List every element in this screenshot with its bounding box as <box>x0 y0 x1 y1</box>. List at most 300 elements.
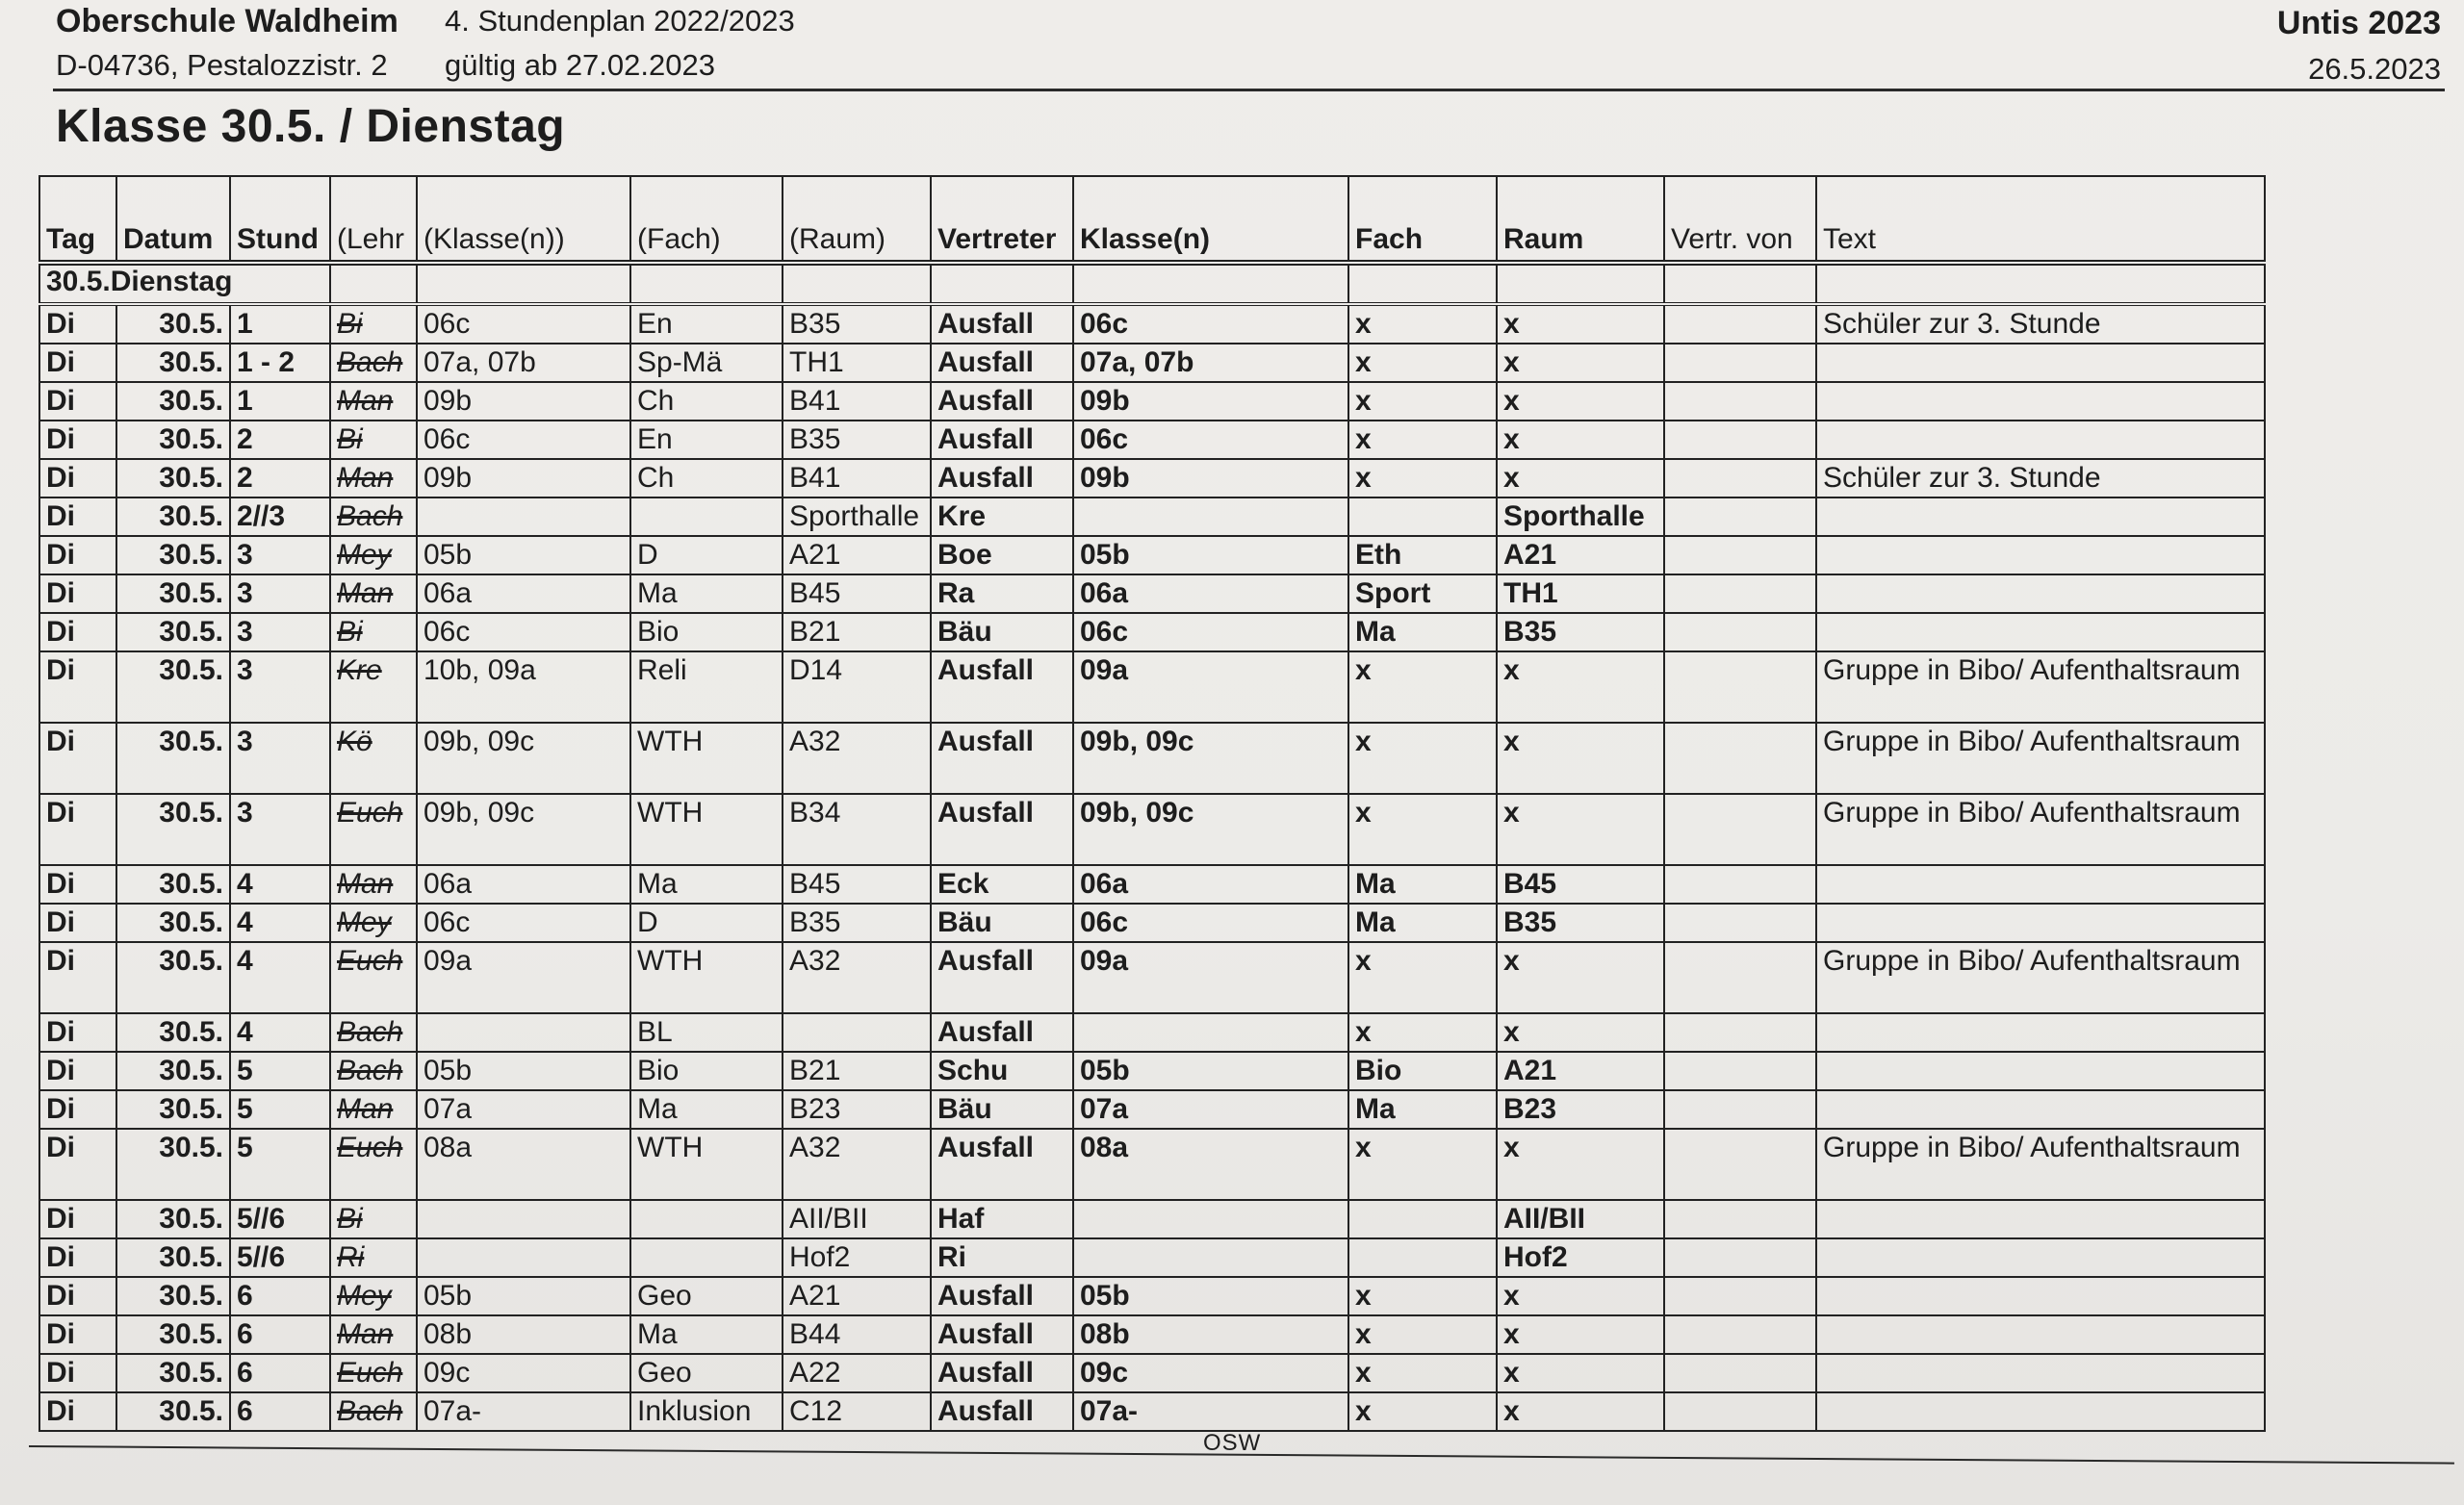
cell-klasse-alt: 07a- <box>417 1392 630 1431</box>
cell-text <box>1816 1090 2265 1129</box>
cell-vertr-von <box>1664 497 1816 536</box>
cell-fach-alt: Bio <box>630 1052 783 1090</box>
table-row <box>39 904 2265 942</box>
table-row <box>39 651 2265 723</box>
cell-fach: Eth <box>1348 536 1497 574</box>
cell-datum: 30.5. <box>116 613 230 651</box>
cell-lehrer: Man <box>330 1315 417 1354</box>
cell-lehrer: Euch <box>330 942 417 1013</box>
cell-raum: x <box>1497 1013 1664 1052</box>
col-header-lehrer: (Lehr <box>330 176 417 263</box>
cell-fach-alt: WTH <box>630 794 783 865</box>
cell-klasse-alt <box>417 1200 630 1238</box>
cell-vertr-von <box>1664 1013 1816 1052</box>
cell-raum-alt: B45 <box>783 574 931 613</box>
col-header-datum: Datum <box>116 176 230 263</box>
col-header-vertreter: Vertreter <box>931 176 1073 263</box>
cell-tag: Di <box>39 1090 116 1129</box>
cell-text <box>1816 1315 2265 1354</box>
cell-fach-alt: Ma <box>630 865 783 904</box>
footer-code: OSW <box>1203 1430 1262 1456</box>
cell-stunde: 3 <box>230 574 330 613</box>
cell-vertreter: Ausfall <box>931 459 1073 497</box>
cell-klasse-alt: 09b <box>417 382 630 421</box>
table-row <box>39 1129 2265 1200</box>
cell-stunde: 4 <box>230 942 330 1013</box>
cell-vertr-von <box>1664 651 1816 723</box>
cell-text: Gruppe in Bibo/ Aufenthaltsraum <box>1816 942 2265 1013</box>
col-header-vertr-von: Vertr. von <box>1664 176 1816 263</box>
cell-vertreter: Ausfall <box>931 1392 1073 1431</box>
cell-tag: Di <box>39 574 116 613</box>
cell-klasse: 06c <box>1073 613 1348 651</box>
cell-text <box>1816 497 2265 536</box>
cell-datum: 30.5. <box>116 794 230 865</box>
cell-fach-alt: Reli <box>630 651 783 723</box>
cell-vertreter: Bäu <box>931 613 1073 651</box>
cell-klasse: 07a <box>1073 1090 1348 1129</box>
cell-fach-alt: Sp-Mä <box>630 344 783 382</box>
table-row <box>39 1052 2265 1090</box>
cell-raum-alt: D14 <box>783 651 931 723</box>
table-row <box>39 1277 2265 1315</box>
cell-raum: B23 <box>1497 1090 1664 1129</box>
cell-klasse: 09b, 09c <box>1073 794 1348 865</box>
cell-klasse: 08b <box>1073 1315 1348 1354</box>
cell-raum-alt: TH1 <box>783 344 931 382</box>
cell-raum-alt: A22 <box>783 1354 931 1392</box>
cell-datum: 30.5. <box>116 421 230 459</box>
table-row <box>39 1392 2265 1431</box>
cell-raum: A21 <box>1497 536 1664 574</box>
cell-vertreter: Bäu <box>931 904 1073 942</box>
cell-raum: x <box>1497 723 1664 794</box>
cell-raum-alt: B41 <box>783 382 931 421</box>
cell-datum: 30.5. <box>116 382 230 421</box>
col-header-fach: Fach <box>1348 176 1497 263</box>
cell-lehrer: Kre <box>330 651 417 723</box>
cell-fach-alt: Ch <box>630 459 783 497</box>
cell-tag: Di <box>39 865 116 904</box>
cell-datum: 30.5. <box>116 865 230 904</box>
group-cell <box>1073 263 1348 304</box>
cell-stunde: 3 <box>230 794 330 865</box>
cell-stunde: 6 <box>230 1354 330 1392</box>
cell-vertr-von <box>1664 1392 1816 1431</box>
cell-vertreter: Ausfall <box>931 344 1073 382</box>
cell-fach-alt: D <box>630 904 783 942</box>
cell-raum: x <box>1497 1277 1664 1315</box>
cell-stunde: 5//6 <box>230 1200 330 1238</box>
cell-klasse-alt: 09b, 09c <box>417 723 630 794</box>
cell-text <box>1816 574 2265 613</box>
cell-raum: x <box>1497 794 1664 865</box>
cell-tag: Di <box>39 1315 116 1354</box>
day-group-label: 30.5.Dienstag <box>39 263 330 304</box>
cell-vertreter: Ri <box>931 1238 1073 1277</box>
cell-text <box>1816 1013 2265 1052</box>
table-row <box>39 421 2265 459</box>
cell-tag: Di <box>39 794 116 865</box>
cell-text <box>1816 536 2265 574</box>
cell-raum-alt: B21 <box>783 1052 931 1090</box>
cell-datum: 30.5. <box>116 1315 230 1354</box>
cell-fach <box>1348 497 1497 536</box>
cell-stunde: 4 <box>230 1013 330 1052</box>
cell-vertr-von <box>1664 574 1816 613</box>
cell-fach: x <box>1348 1354 1497 1392</box>
cell-lehrer: Mey <box>330 904 417 942</box>
cell-fach: x <box>1348 651 1497 723</box>
cell-raum: x <box>1497 1392 1664 1431</box>
cell-tag: Di <box>39 459 116 497</box>
cell-lehrer: Man <box>330 459 417 497</box>
cell-raum: Sporthalle <box>1497 497 1664 536</box>
cell-tag: Di <box>39 304 116 344</box>
cell-lehrer: Bi <box>330 1200 417 1238</box>
cell-fach-alt: Ma <box>630 1090 783 1129</box>
cell-tag: Di <box>39 536 116 574</box>
cell-tag: Di <box>39 723 116 794</box>
cell-stunde: 5 <box>230 1052 330 1090</box>
table-row <box>39 497 2265 536</box>
cell-klasse-alt <box>417 497 630 536</box>
cell-vertreter: Ausfall <box>931 1354 1073 1392</box>
cell-fach: x <box>1348 382 1497 421</box>
cell-fach-alt: WTH <box>630 1129 783 1200</box>
cell-klasse <box>1073 1238 1348 1277</box>
cell-vertreter: Ra <box>931 574 1073 613</box>
cell-vertr-von <box>1664 421 1816 459</box>
cell-tag: Di <box>39 1277 116 1315</box>
cell-lehrer: Bi <box>330 613 417 651</box>
cell-vertr-von <box>1664 613 1816 651</box>
software-brand: Untis 2023 <box>2276 5 2441 41</box>
cell-text <box>1816 1277 2265 1315</box>
cell-text: Schüler zur 3. Stunde <box>1816 459 2265 497</box>
table-row <box>39 1200 2265 1238</box>
cell-klasse <box>1073 1013 1348 1052</box>
col-header-klasse-alt: (Klasse(n)) <box>417 176 630 263</box>
cell-text: Gruppe in Bibo/ Aufenthaltsraum <box>1816 794 2265 865</box>
cell-vertreter: Ausfall <box>931 794 1073 865</box>
cell-raum: TH1 <box>1497 574 1664 613</box>
cell-text <box>1816 1354 2265 1392</box>
table-header-row <box>39 176 2265 263</box>
cell-vertr-von <box>1664 1052 1816 1090</box>
cell-stunde: 6 <box>230 1392 330 1431</box>
cell-raum-alt: B45 <box>783 865 931 904</box>
substitution-table <box>38 175 2266 1432</box>
cell-vertreter: Bäu <box>931 1090 1073 1129</box>
cell-klasse <box>1073 497 1348 536</box>
cell-raum: x <box>1497 942 1664 1013</box>
cell-fach-alt: Geo <box>630 1354 783 1392</box>
cell-raum: x <box>1497 1354 1664 1392</box>
cell-tag: Di <box>39 904 116 942</box>
cell-raum-alt: B35 <box>783 904 931 942</box>
cell-klasse-alt: 07a, 07b <box>417 344 630 382</box>
col-header-tag: Tag <box>39 176 116 263</box>
cell-klasse: 09b <box>1073 459 1348 497</box>
cell-vertreter: Eck <box>931 865 1073 904</box>
cell-raum-alt: A32 <box>783 942 931 1013</box>
cell-raum-alt: A21 <box>783 536 931 574</box>
cell-lehrer: Euch <box>330 1129 417 1200</box>
cell-datum: 30.5. <box>116 536 230 574</box>
table-row <box>39 382 2265 421</box>
cell-fach: Sport <box>1348 574 1497 613</box>
cell-text <box>1816 865 2265 904</box>
page-title: Klasse 30.5. / Dienstag <box>56 101 566 152</box>
cell-text <box>1816 1238 2265 1277</box>
cell-datum: 30.5. <box>116 1354 230 1392</box>
col-header-text: Text <box>1816 176 2265 263</box>
cell-vertr-von <box>1664 1090 1816 1129</box>
cell-lehrer: Man <box>330 865 417 904</box>
cell-klasse-alt: 06a <box>417 865 630 904</box>
table-row <box>39 942 2265 1013</box>
cell-fach: x <box>1348 1277 1497 1315</box>
cell-vertr-von <box>1664 304 1816 344</box>
cell-raum-alt: AII/BII <box>783 1200 931 1238</box>
cell-klasse: 09b <box>1073 382 1348 421</box>
table-row <box>39 1090 2265 1129</box>
group-cell <box>330 263 417 304</box>
cell-datum: 30.5. <box>116 1392 230 1431</box>
cell-fach: Ma <box>1348 1090 1497 1129</box>
cell-tag: Di <box>39 1129 116 1200</box>
group-cell <box>1664 263 1816 304</box>
cell-klasse: 05b <box>1073 1277 1348 1315</box>
cell-fach-alt: Ch <box>630 382 783 421</box>
cell-text <box>1816 613 2265 651</box>
table-row <box>39 574 2265 613</box>
cell-vertr-von <box>1664 382 1816 421</box>
cell-lehrer: Bach <box>330 497 417 536</box>
cell-vertr-von <box>1664 865 1816 904</box>
cell-text <box>1816 904 2265 942</box>
cell-tag: Di <box>39 613 116 651</box>
cell-vertr-von <box>1664 794 1816 865</box>
cell-text: Schüler zur 3. Stunde <box>1816 304 2265 344</box>
school-name: Oberschule Waldheim <box>56 3 398 39</box>
cell-vertreter: Ausfall <box>931 942 1073 1013</box>
cell-fach: x <box>1348 344 1497 382</box>
cell-klasse-alt: 05b <box>417 1277 630 1315</box>
cell-lehrer: Bach <box>330 1052 417 1090</box>
cell-vertreter: Ausfall <box>931 1013 1073 1052</box>
cell-lehrer: Mey <box>330 536 417 574</box>
cell-stunde: 3 <box>230 536 330 574</box>
cell-text <box>1816 421 2265 459</box>
cell-fach-alt: Bio <box>630 613 783 651</box>
cell-raum: B45 <box>1497 865 1664 904</box>
cell-tag: Di <box>39 1354 116 1392</box>
cell-vertr-von <box>1664 1129 1816 1200</box>
group-cell <box>1816 263 2265 304</box>
cell-klasse: 08a <box>1073 1129 1348 1200</box>
valid-from: gültig ab 27.02.2023 <box>445 48 715 82</box>
cell-fach: x <box>1348 794 1497 865</box>
cell-lehrer: Euch <box>330 794 417 865</box>
cell-klasse-alt: 08a <box>417 1129 630 1200</box>
cell-raum-alt: A32 <box>783 1129 931 1200</box>
cell-fach-alt: WTH <box>630 723 783 794</box>
cell-raum: A21 <box>1497 1052 1664 1090</box>
cell-raum-alt: B35 <box>783 421 931 459</box>
cell-datum: 30.5. <box>116 304 230 344</box>
cell-stunde: 1 <box>230 304 330 344</box>
cell-datum: 30.5. <box>116 344 230 382</box>
table-row <box>39 536 2265 574</box>
cell-datum: 30.5. <box>116 904 230 942</box>
table-row <box>39 794 2265 865</box>
cell-text <box>1816 344 2265 382</box>
cell-fach <box>1348 1200 1497 1238</box>
cell-vertr-von <box>1664 1277 1816 1315</box>
cell-raum: x <box>1497 304 1664 344</box>
cell-datum: 30.5. <box>116 459 230 497</box>
cell-klasse-alt: 09b, 09c <box>417 794 630 865</box>
cell-vertreter: Ausfall <box>931 421 1073 459</box>
cell-tag: Di <box>39 1013 116 1052</box>
cell-raum-alt <box>783 1013 931 1052</box>
school-address: D-04736, Pestalozzistr. 2 <box>56 48 388 82</box>
cell-stunde: 4 <box>230 904 330 942</box>
col-header-klasse: Klasse(n) <box>1073 176 1348 263</box>
cell-raum-alt: B23 <box>783 1090 931 1129</box>
cell-tag: Di <box>39 942 116 1013</box>
cell-klasse-alt: 08b <box>417 1315 630 1354</box>
group-cell <box>630 263 783 304</box>
cell-klasse-alt: 10b, 09a <box>417 651 630 723</box>
cell-klasse: 06a <box>1073 574 1348 613</box>
plan-name: 4. Stundenplan 2022/2023 <box>445 4 795 38</box>
group-cell <box>931 263 1073 304</box>
cell-vertreter: Kre <box>931 497 1073 536</box>
cell-raum-alt: B34 <box>783 794 931 865</box>
cell-lehrer: Ri <box>330 1238 417 1277</box>
cell-tag: Di <box>39 497 116 536</box>
col-header-raum-alt: (Raum) <box>783 176 931 263</box>
cell-raum: x <box>1497 651 1664 723</box>
col-header-fach-alt: (Fach) <box>630 176 783 263</box>
cell-klasse: 06c <box>1073 421 1348 459</box>
cell-stunde: 2 <box>230 459 330 497</box>
cell-lehrer: Man <box>330 574 417 613</box>
cell-datum: 30.5. <box>116 1090 230 1129</box>
cell-text <box>1816 1052 2265 1090</box>
table-row <box>39 1354 2265 1392</box>
cell-vertreter: Ausfall <box>931 1277 1073 1315</box>
cell-fach-alt: D <box>630 536 783 574</box>
cell-fach-alt: En <box>630 421 783 459</box>
cell-datum: 30.5. <box>116 651 230 723</box>
substitution-table-wrapper <box>38 175 2264 1432</box>
table-row <box>39 304 2265 344</box>
cell-klasse: 07a- <box>1073 1392 1348 1431</box>
header-rule <box>53 89 2445 91</box>
cell-lehrer: Bach <box>330 1392 417 1431</box>
cell-vertr-von <box>1664 459 1816 497</box>
cell-text: Gruppe in Bibo/ Aufenthaltsraum <box>1816 1129 2265 1200</box>
cell-tag: Di <box>39 382 116 421</box>
cell-raum: x <box>1497 1129 1664 1200</box>
cell-fach: Ma <box>1348 904 1497 942</box>
cell-klasse: 07a, 07b <box>1073 344 1348 382</box>
cell-klasse-alt <box>417 1013 630 1052</box>
cell-lehrer: Bach <box>330 344 417 382</box>
cell-vertr-von <box>1664 942 1816 1013</box>
cell-raum-alt: B35 <box>783 304 931 344</box>
cell-fach: Ma <box>1348 865 1497 904</box>
cell-datum: 30.5. <box>116 1129 230 1200</box>
cell-datum: 30.5. <box>116 942 230 1013</box>
cell-stunde: 5 <box>230 1090 330 1129</box>
table-row <box>39 459 2265 497</box>
cell-klasse-alt: 06c <box>417 904 630 942</box>
cell-vertr-von <box>1664 536 1816 574</box>
cell-klasse-alt: 09b <box>417 459 630 497</box>
cell-klasse-alt: 05b <box>417 536 630 574</box>
cell-fach: x <box>1348 723 1497 794</box>
cell-stunde: 1 - 2 <box>230 344 330 382</box>
cell-fach-alt: Ma <box>630 1315 783 1354</box>
cell-klasse: 09a <box>1073 942 1348 1013</box>
cell-klasse: 06c <box>1073 904 1348 942</box>
cell-text: Gruppe in Bibo/ Aufenthaltsraum <box>1816 651 2265 723</box>
cell-tag: Di <box>39 344 116 382</box>
cell-klasse: 09c <box>1073 1354 1348 1392</box>
cell-lehrer: Kö <box>330 723 417 794</box>
cell-raum: B35 <box>1497 613 1664 651</box>
cell-lehrer: Man <box>330 1090 417 1129</box>
cell-klasse-alt: 07a <box>417 1090 630 1129</box>
cell-klasse: 09a <box>1073 651 1348 723</box>
cell-fach: x <box>1348 1392 1497 1431</box>
cell-fach: Bio <box>1348 1052 1497 1090</box>
cell-klasse: 05b <box>1073 536 1348 574</box>
print-date: 26.5.2023 <box>2308 52 2441 86</box>
group-cell <box>1348 263 1497 304</box>
cell-raum: AII/BII <box>1497 1200 1664 1238</box>
cell-klasse: 09b, 09c <box>1073 723 1348 794</box>
cell-fach: x <box>1348 421 1497 459</box>
cell-lehrer: Bi <box>330 421 417 459</box>
table-row <box>39 344 2265 382</box>
cell-text: Gruppe in Bibo/ Aufenthaltsraum <box>1816 723 2265 794</box>
cell-fach-alt <box>630 1238 783 1277</box>
cell-stunde: 2 <box>230 421 330 459</box>
cell-raum-alt: B44 <box>783 1315 931 1354</box>
cell-raum-alt: A21 <box>783 1277 931 1315</box>
cell-tag: Di <box>39 1392 116 1431</box>
cell-stunde: 6 <box>230 1315 330 1354</box>
cell-datum: 30.5. <box>116 497 230 536</box>
cell-vertreter: Ausfall <box>931 1315 1073 1354</box>
cell-klasse: 05b <box>1073 1052 1348 1090</box>
cell-datum: 30.5. <box>116 1052 230 1090</box>
cell-datum: 30.5. <box>116 1238 230 1277</box>
cell-klasse-alt <box>417 1238 630 1277</box>
cell-text <box>1816 1200 2265 1238</box>
cell-datum: 30.5. <box>116 1200 230 1238</box>
cell-vertreter: Ausfall <box>931 382 1073 421</box>
cell-klasse-alt: 06c <box>417 421 630 459</box>
cell-stunde: 3 <box>230 651 330 723</box>
cell-lehrer: Mey <box>330 1277 417 1315</box>
